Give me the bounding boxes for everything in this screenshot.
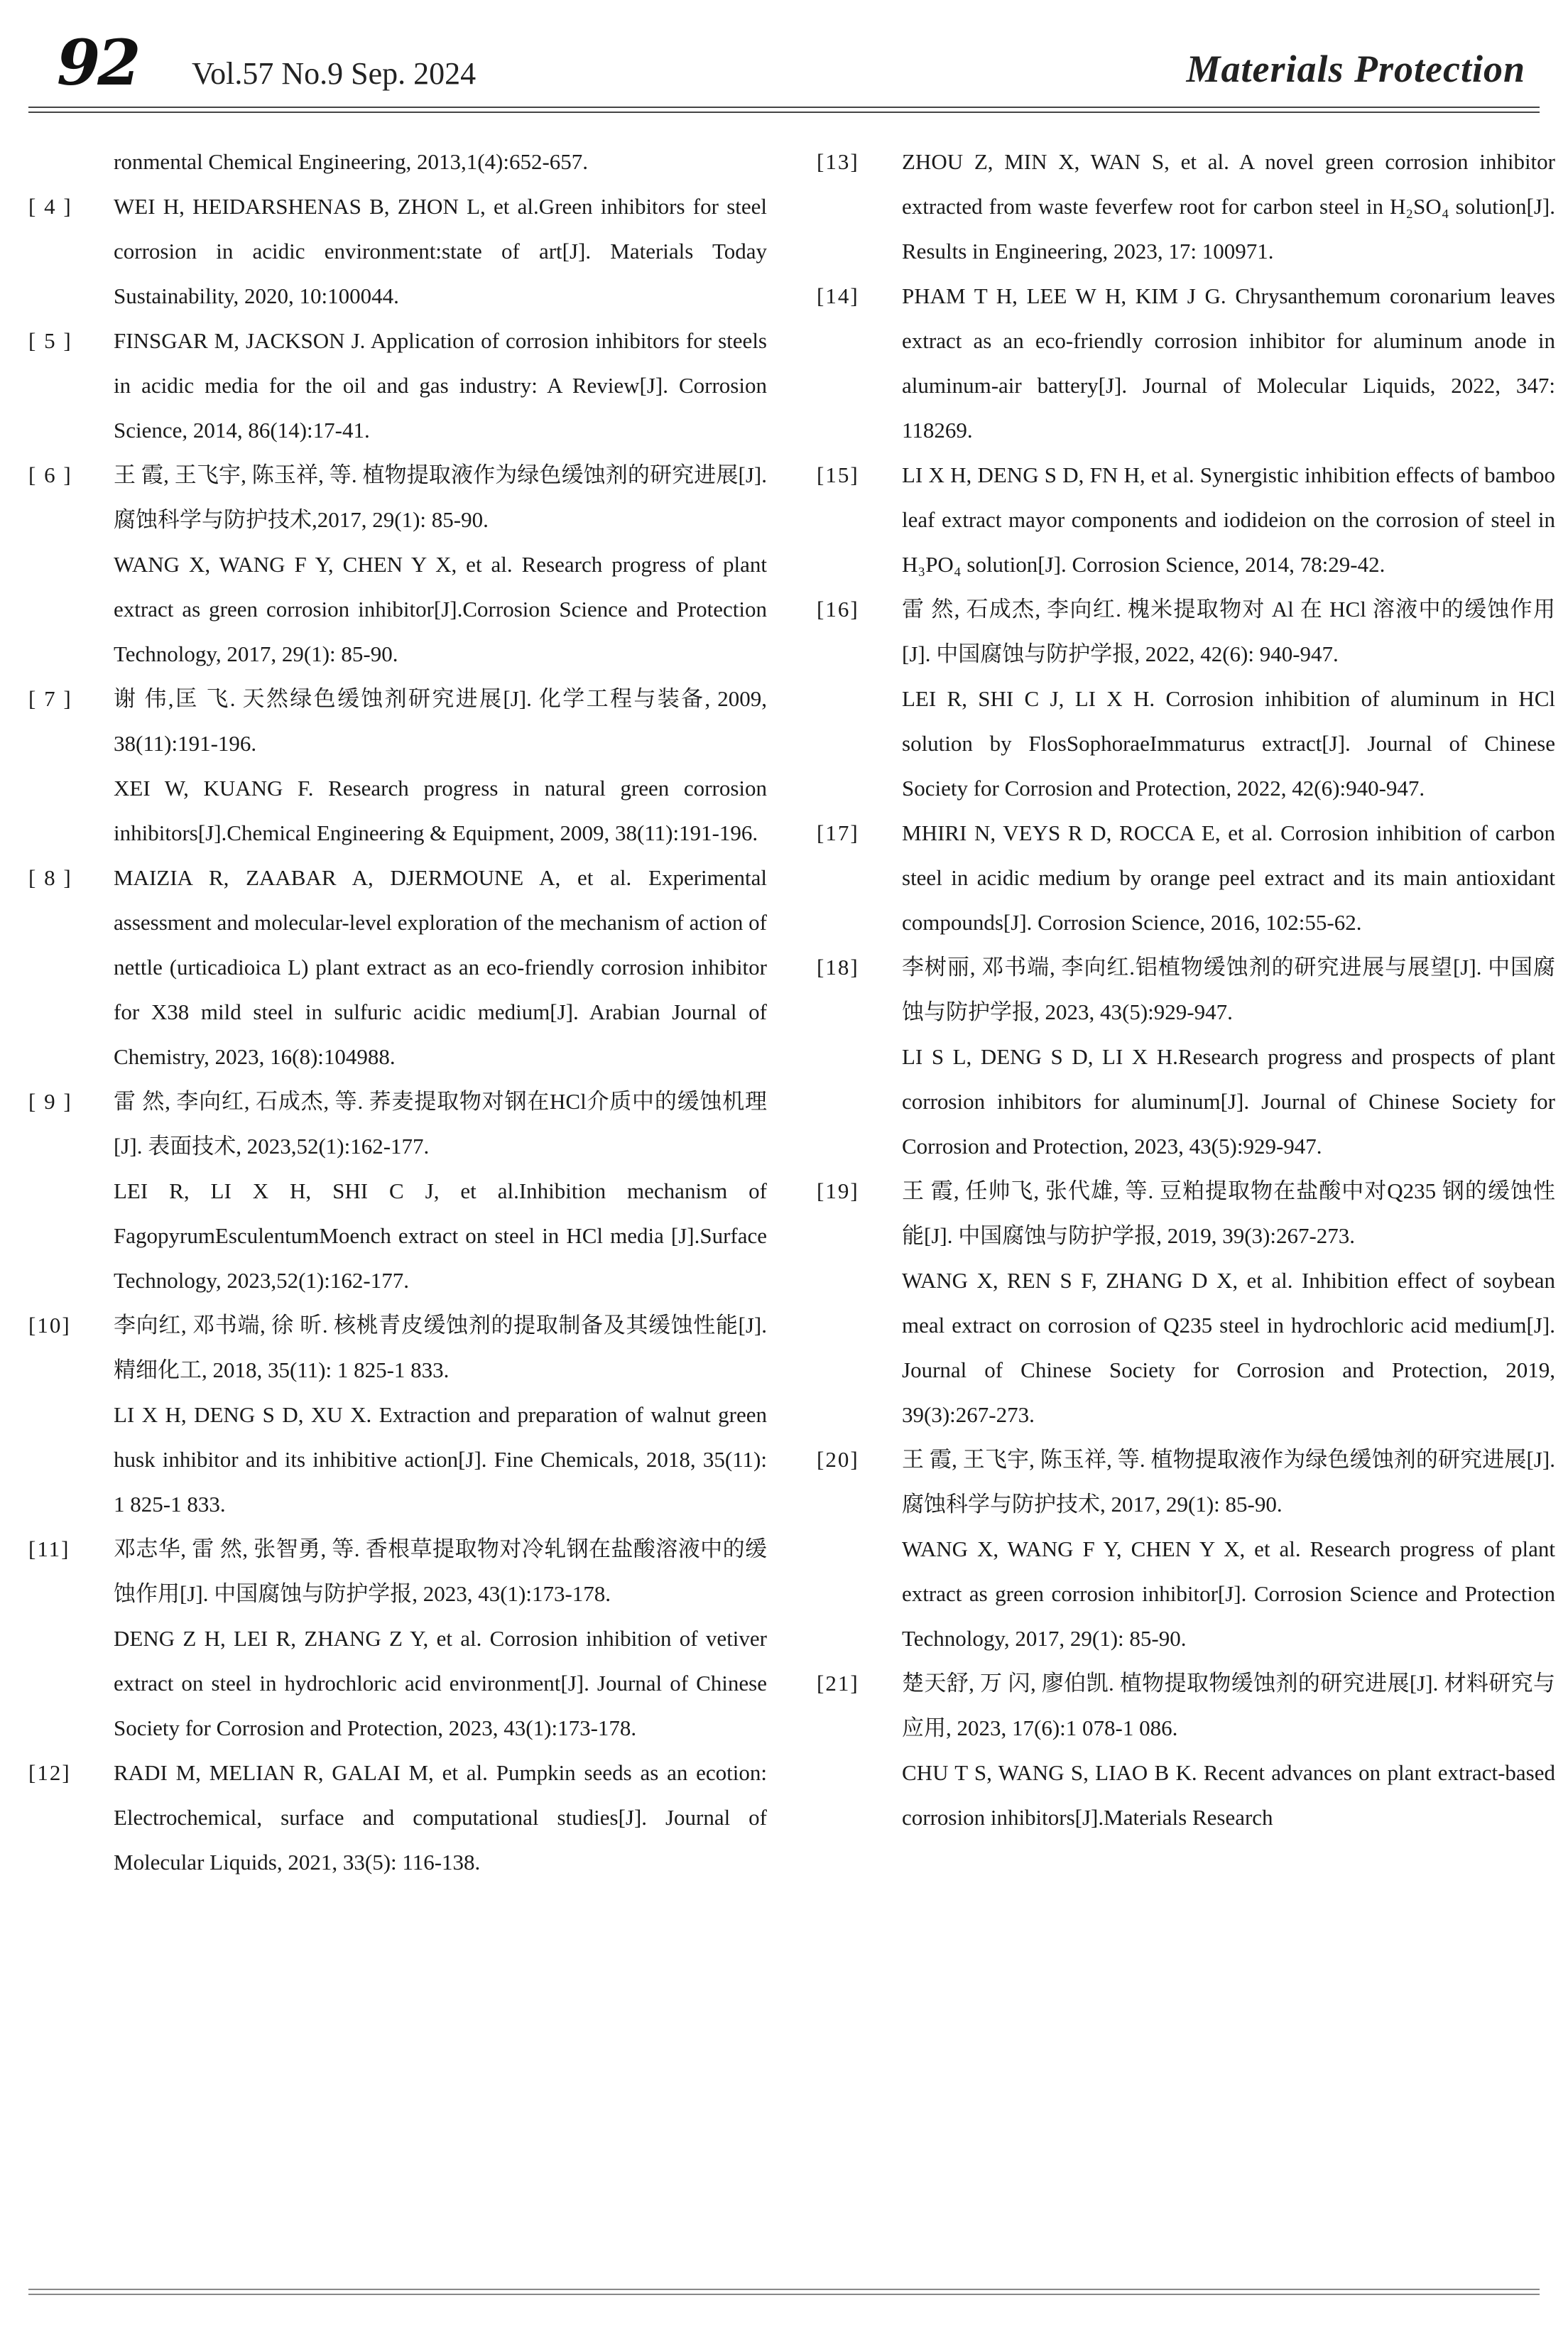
reference-entry bbox=[28, 318, 767, 452]
reference-number: [ 4 ] bbox=[28, 194, 72, 219]
reference-number: [ 6 ] bbox=[28, 462, 72, 487]
reference-text: PHAM T H, LEE W H, KIM J G. Chrysanthemum coronarium leaves extract as an eco-friendly corrosion inhibitor for aluminum anode in aluminum-air battery[J]. Journal of Molecular Liquids, 2022, 347: 118269. bbox=[902, 283, 1555, 443]
reference-number: [ 7 ] bbox=[28, 686, 72, 711]
reference-number: [14] bbox=[817, 283, 859, 308]
reference-entry bbox=[817, 810, 1555, 945]
reference-entry bbox=[28, 676, 767, 855]
reference-entry bbox=[817, 1661, 1555, 1840]
reference-entry bbox=[817, 139, 1555, 273]
reference-text: 王 霞, 王飞宇, 陈玉祥, 等. 植物提取液作为绿色缓蚀剂的研究进展[J]. 腐蚀科学与防护技术,2017, 29(1): 85-90. bbox=[114, 462, 767, 532]
reference-text: FINSGAR M, JACKSON J. Application of corrosion inhibitors for steels in acidic media for the oil and gas industry: A Review[J]. Corrosion Science, 2014, 86(14):17-41. bbox=[114, 328, 767, 443]
reference-number: [16] bbox=[817, 597, 859, 622]
reference-text: 楚天舒, 万 闪, 廖伯凯. 植物提取物缓蚀剂的研究进展[J]. 材料研究与应用, 2023, 17(6):1 078-1 086. bbox=[902, 1671, 1555, 1740]
reference-number: [13] bbox=[817, 149, 859, 174]
reference-number: [18] bbox=[817, 955, 859, 980]
reference-entry bbox=[817, 1437, 1555, 1661]
reference-number: [21] bbox=[817, 1671, 859, 1696]
reference-text-english: WANG X, WANG F Y, CHEN Y X, et al. Research progress of plant extract as green corrosion inhibitor[J]. Corrosion Science and Protection Technology, 2017, 29(1): 85-90. bbox=[902, 1536, 1555, 1651]
reference-number: [20] bbox=[817, 1447, 859, 1472]
reference-number: [17] bbox=[817, 820, 859, 845]
right-column bbox=[817, 139, 1555, 1840]
reference-text: 王 霞, 任帅飞, 张代雄, 等. 豆粕提取物在盐酸中对Q235 钢的缓蚀性能[J]. 中国腐蚀与防护学报, 2019, 39(3):267-273. bbox=[902, 1178, 1555, 1248]
reference-number: [11] bbox=[28, 1536, 70, 1561]
reference-text: 雷 然, 石成杰, 李向红. 槐米提取物对 Al 在 HCl 溶液中的缓蚀作用[J]. 中国腐蚀与防护学报, 2022, 42(6): 940-947. bbox=[902, 597, 1555, 666]
reference-text-english: LI S L, DENG S D, LI X H.Research progress and prospects of plant corrosion inhibitors for aluminum[J]. Journal of Chinese Society for Corrosion and Protection, 2023, 43(5):929-947. bbox=[902, 1044, 1555, 1159]
reference-text: ronmental Chemical Engineering, 2013,1(4):652-657. bbox=[114, 149, 589, 174]
reference-entry bbox=[817, 273, 1555, 452]
header-rule bbox=[28, 107, 1540, 113]
journal-name: Materials Protection bbox=[1186, 48, 1525, 90]
reference-entry bbox=[28, 1079, 767, 1303]
reference-text-english: WANG X, REN S F, ZHANG D X, et al. Inhibition effect of soybean meal extract on corrosion of Q235 steel in hydrochloric acid medium[J]. Journal of Chinese Society for Corrosion and Protection, 2019, 39(3):267-273. bbox=[902, 1268, 1555, 1427]
reference-text: 雷 然, 李向红, 石成杰, 等. 荞麦提取物对钢在HCl介质中的缓蚀机理[J]. 表面技术, 2023,52(1):162-177. bbox=[114, 1089, 767, 1159]
reference-text-english: CHU T S, WANG S, LIAO B K. Recent advances on plant extract-based corrosion inhibitors[J].Materials Research bbox=[902, 1760, 1555, 1830]
reference-text: 王 霞, 王飞宇, 陈玉祥, 等. 植物提取液作为绿色缓蚀剂的研究进展[J]. 腐蚀科学与防护技术, 2017, 29(1): 85-90. bbox=[902, 1447, 1555, 1517]
reference-number: [10] bbox=[28, 1313, 71, 1338]
reference-text-english: DENG Z H, LEI R, ZHANG Z Y, et al. Corrosion inhibition of vetiver extract on steel in hydrochloric acid environment[J]. Journal of Chinese Society for Corrosion and Protection, 2023, 43(1):173-178. bbox=[114, 1626, 767, 1740]
reference-text: MHIRI N, VEYS R D, ROCCA E, et al. Corrosion inhibition of carbon steel in acidic medium by orange peel extract and its main antioxidant compounds[J]. Corrosion Science, 2016, 102:55-62. bbox=[902, 820, 1555, 935]
volume-info: Vol.57 No.9 Sep. 2024 bbox=[192, 56, 477, 91]
footer-rule bbox=[28, 2289, 1540, 2295]
reference-entry bbox=[28, 1526, 767, 1750]
reference-number: [15] bbox=[817, 462, 859, 487]
reference-text-english: XEI W, KUANG F. Research progress in natural green corrosion inhibitors[J].Chemical Engineering & Equipment, 2009, 38(11):191-196. bbox=[114, 776, 767, 845]
reference-number: [ 9 ] bbox=[28, 1089, 72, 1114]
reference-number: [ 5 ] bbox=[28, 328, 72, 353]
reference-text: RADI M, MELIAN R, GALAI M, et al. Pumpkin seeds as an ecotion: Electrochemical, surface and computational studies[J]. Journal of Molecular Liquids, 2021, 33(5): 116-138. bbox=[114, 1760, 767, 1875]
reference-text-english: LEI R, LI X H, SHI C J, et al.Inhibition mechanism of FagopyrumEsculentumMoench extract on steel in HCl media [J].Surface Technology, 2023,52(1):162-177. bbox=[114, 1178, 767, 1293]
reference-text-english: LI X H, DENG S D, XU X. Extraction and preparation of walnut green husk inhibitor and its inhibitive action[J]. Fine Chemicals, 2018, 35(11): 1 825-1 833. bbox=[114, 1402, 767, 1517]
reference-text: 谢 伟,匡 飞. 天然绿色缓蚀剂研究进展[J]. 化学工程与装备, 2009, 38(11):191-196. bbox=[114, 686, 767, 756]
reference-text: 邓志华, 雷 然, 张智勇, 等. 香根草提取物对冷轧钢在盐酸溶液中的缓蚀作用[J]. 中国腐蚀与防护学报, 2023, 43(1):173-178. bbox=[114, 1536, 767, 1606]
reference-entry bbox=[817, 587, 1555, 810]
reference-number: [12] bbox=[28, 1760, 71, 1785]
reference-entry bbox=[817, 452, 1555, 587]
reference-text: WEI H, HEIDARSHENAS B, ZHON L, et al.Green inhibitors for steel corrosion in acidic environment:state of art[J]. Materials Today Sustainability, 2020, 10:100044. bbox=[114, 194, 767, 308]
page-header bbox=[28, 28, 1540, 99]
reference-entry bbox=[817, 1168, 1555, 1437]
reference-text: 李向红, 邓书端, 徐 昕. 核桃青皮缓蚀剂的提取制备及其缓蚀性能[J]. 精细化工, 2018, 35(11): 1 825-1 833. bbox=[114, 1313, 767, 1382]
reference-entry bbox=[28, 1303, 767, 1526]
reference-entry bbox=[28, 1750, 767, 1884]
reference-number: [19] bbox=[817, 1178, 859, 1203]
reference-number: [ 8 ] bbox=[28, 865, 72, 890]
reference-text-english: WANG X, WANG F Y, CHEN Y X, et al. Research progress of plant extract as green corrosion inhibitor[J].Corrosion Science and Protection Technology, 2017, 29(1): 85-90. bbox=[114, 552, 767, 666]
reference-entry bbox=[28, 855, 767, 1079]
reference-entry bbox=[28, 452, 767, 676]
reference-entry bbox=[28, 184, 767, 318]
reference-text: 李树丽, 邓书端, 李向红.铝植物缓蚀剂的研究进展与展望[J]. 中国腐蚀与防护学报, 2023, 43(5):929-947. bbox=[902, 955, 1555, 1024]
reference-entry bbox=[28, 139, 767, 184]
reference-text: ZHOU Z, MIN X, WAN S, et al. A novel green corrosion inhibitor extracted from waste feverfew root for carbon steel in H₂SO₄ solution[J]. Results in Engineering, 2023, 17: 100971. bbox=[902, 149, 1555, 264]
page-number: 92 bbox=[57, 26, 138, 99]
reference-text: LI X H, DENG S D, FN H, et al. Synergistic inhibition effects of bamboo leaf extract mayor components and iodideion on the corrosion of steel in H₃PO₄ solution[J]. Corrosion Science, 2014, 78:29-42. bbox=[902, 462, 1555, 577]
reference-entry bbox=[817, 945, 1555, 1168]
reference-text-english: LEI R, SHI C J, LI X H. Corrosion inhibition of aluminum in HCl solution by FlosSophoraeImmaturus extract[J]. Journal of Chinese Society for Corrosion and Protection, 2022, 42(6):940-947. bbox=[902, 686, 1555, 801]
reference-text: MAIZIA R, ZAABAR A, DJERMOUNE A, et al. Experimental assessment and molecular-level exploration of the mechanism of action of nettle (urticadioica L) plant extract as an eco-friendly corrosion inhibitor for X38 mild steel in sulfuric acidic medium[J]. Arabian Journal of Chemistry, 2023, 16(8):104988. bbox=[114, 865, 767, 1069]
left-column bbox=[28, 139, 767, 1884]
